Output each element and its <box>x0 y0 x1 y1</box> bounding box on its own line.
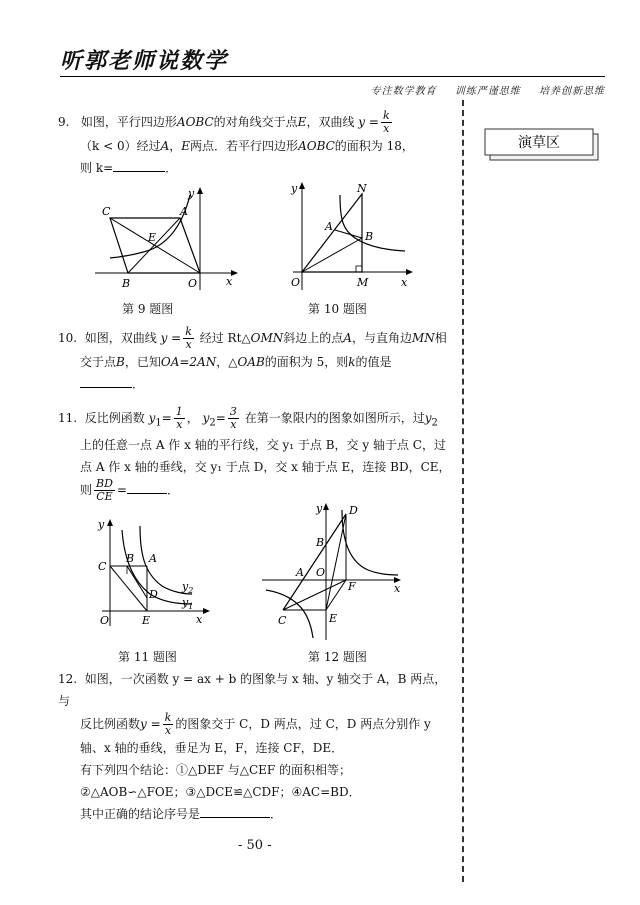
q11-number: 11. <box>58 411 78 425</box>
svg-text:A: A <box>180 205 188 218</box>
slogan-1: 专注数学教育 <box>370 86 437 97</box>
svg-text:x: x <box>394 582 401 595</box>
q11-ratio-fraction: $\frac{BD}{CE}$ <box>96 477 113 504</box>
q11-line3: 点 A 作 x 轴的垂线，交 y₁ 于点 D，交 x 轴于点 E，连接 BD，CE， <box>80 460 451 475</box>
figure-9 <box>90 185 240 295</box>
q10-line3: ． <box>58 373 458 395</box>
q9-line3: 则 k= ． <box>58 157 458 179</box>
svg-text:N: N <box>357 182 367 195</box>
question-9 <box>58 110 458 179</box>
q11-fraction-2: $\frac{3}{x}$ <box>229 405 237 431</box>
brand-title: 听郭老师说数学 <box>60 49 229 74</box>
q12-fraction: $\frac{k}{x}$ <box>164 711 172 737</box>
caption-fig10: 第 10 题图 <box>308 302 367 316</box>
svg-text:y1: $y_1$ <box>182 596 194 611</box>
q11-line4: 则 $\frac{BD}{CE}$ = ． <box>80 477 179 504</box>
svg-text:O: O <box>100 614 110 627</box>
svg-text:E: E <box>329 612 338 625</box>
fig10-triangle <box>302 194 362 272</box>
svg-text:A: A <box>296 566 304 579</box>
draft-divider <box>462 100 464 882</box>
slogan-2: 训练严谨思维 <box>454 86 521 97</box>
q11-fraction-1: $\frac{1}{x}$ <box>175 405 183 431</box>
question-10 <box>58 326 458 395</box>
draft-label-text: 演草区 <box>518 135 560 151</box>
header-rule <box>60 76 605 77</box>
q12-line5: ②△AOB∽△FOE；③△DCE≌△CDF；④AC=BD． <box>80 785 361 799</box>
q11-answer-blank[interactable] <box>127 479 167 494</box>
header-slogans <box>330 82 605 97</box>
q9-line2: （k < 0）经过A，E两点．若平行四边形AOBC的面积为 18， <box>80 139 414 153</box>
q9-fraction: $\frac{k}{x}$ <box>382 109 390 135</box>
q10-answer-blank[interactable] <box>80 373 132 388</box>
svg-text:x: x <box>401 276 408 289</box>
caption-fig12: 第 12 题图 <box>308 650 367 664</box>
svg-text:E: E <box>142 614 151 627</box>
page-number: - 50 - <box>238 838 272 853</box>
svg-text:M: M <box>357 276 369 289</box>
svg-text:B: B <box>316 536 325 549</box>
svg-text:y: y <box>98 518 105 531</box>
fig12-line <box>283 514 346 610</box>
fig12-branch-1 <box>342 510 398 575</box>
figure-11 <box>92 518 212 630</box>
q12-line3: 轴、x 轴的垂线，垂足为 E，F，连接 CF，DE． <box>80 741 344 755</box>
svg-text:B: B <box>365 230 374 243</box>
slogan-3: 培养创新思维 <box>539 86 605 97</box>
svg-text:E: E <box>148 231 157 244</box>
svg-text:x: x <box>226 275 233 288</box>
caption-fig11: 第 11 题图 <box>118 650 177 664</box>
figure-10 <box>285 180 415 295</box>
q12-number: 12. <box>58 672 78 686</box>
q10-line2: 交于点B，已知OA=2AN，△OAB的面积为 5，则k的值是 <box>80 355 392 369</box>
svg-text:D: D <box>349 504 358 517</box>
svg-text:F: F <box>348 580 356 593</box>
question-11 <box>58 406 458 503</box>
svg-text:y: y <box>188 187 195 200</box>
draft-area-label <box>484 128 604 164</box>
fig12-branch-2 <box>266 590 313 638</box>
q10-number: 10. <box>58 331 78 345</box>
svg-text:y: y <box>291 182 298 195</box>
svg-text:B: B <box>122 277 131 290</box>
q12-line6: 其中正确的结论序号是 ． <box>58 803 458 825</box>
svg-text:A: A <box>325 220 333 233</box>
q12-line1: 12. 如图，一次函数 y = ax + b 的图象与 x 轴、y 轴交于 A，B 两点，与 <box>58 672 447 708</box>
q9-line1: 9. 如图，平行四边形AOBC的对角线交于点E，双曲线 y = $\frac{k}{x}$ <box>58 109 390 135</box>
question-12 <box>58 668 458 825</box>
svg-text:C: C <box>98 560 107 573</box>
svg-text:B: B <box>126 552 135 565</box>
q10-line1: 10. 如图，双曲线 y = $\frac{k}{x}$ 经过 Rt△OMN斜边上的点A，与直角边MN相 <box>58 325 447 351</box>
svg-text:D: D <box>149 588 158 601</box>
svg-text:O: O <box>316 566 326 579</box>
svg-text:C: C <box>102 205 111 218</box>
q12-line2: 反比例函数y = $\frac{k}{x}$ 的图象交于 C，D 两点，过 C，D 两点分别作 y <box>80 711 431 737</box>
q12-line4: 有下列四个结论：①△DEF 与△CEF 的面积相等； <box>80 763 352 777</box>
svg-text:x: x <box>196 613 203 626</box>
q11-line2: 上的任意一点 A 作 x 轴的平行线，交 y₁ 于点 B，交 y 轴于点 C，过 <box>80 438 446 453</box>
q11-line1: 11. 反比例函数 $y_1=$ $\frac{1}{x}$ ， $y_2=$ $\frac{3}{x}$ 在第一象限内的图象如图所示，过$y_2$ <box>58 405 438 431</box>
svg-text:C: C <box>278 614 287 627</box>
q10-fraction: $\frac{k}{x}$ <box>185 325 192 351</box>
figure-12 <box>258 502 408 642</box>
svg-text:y: y <box>316 502 323 515</box>
q9-answer-blank[interactable] <box>113 157 165 172</box>
q9-number: 9. <box>58 115 70 129</box>
q12-answer-blank[interactable] <box>200 803 270 818</box>
caption-fig9: 第 9 题图 <box>122 302 174 316</box>
svg-text:O: O <box>291 276 301 289</box>
svg-text:y2: $y_2$ <box>182 580 194 595</box>
fig9-hyperbola <box>110 195 190 258</box>
svg-text:A: A <box>149 552 157 565</box>
svg-text:O: O <box>188 277 198 290</box>
